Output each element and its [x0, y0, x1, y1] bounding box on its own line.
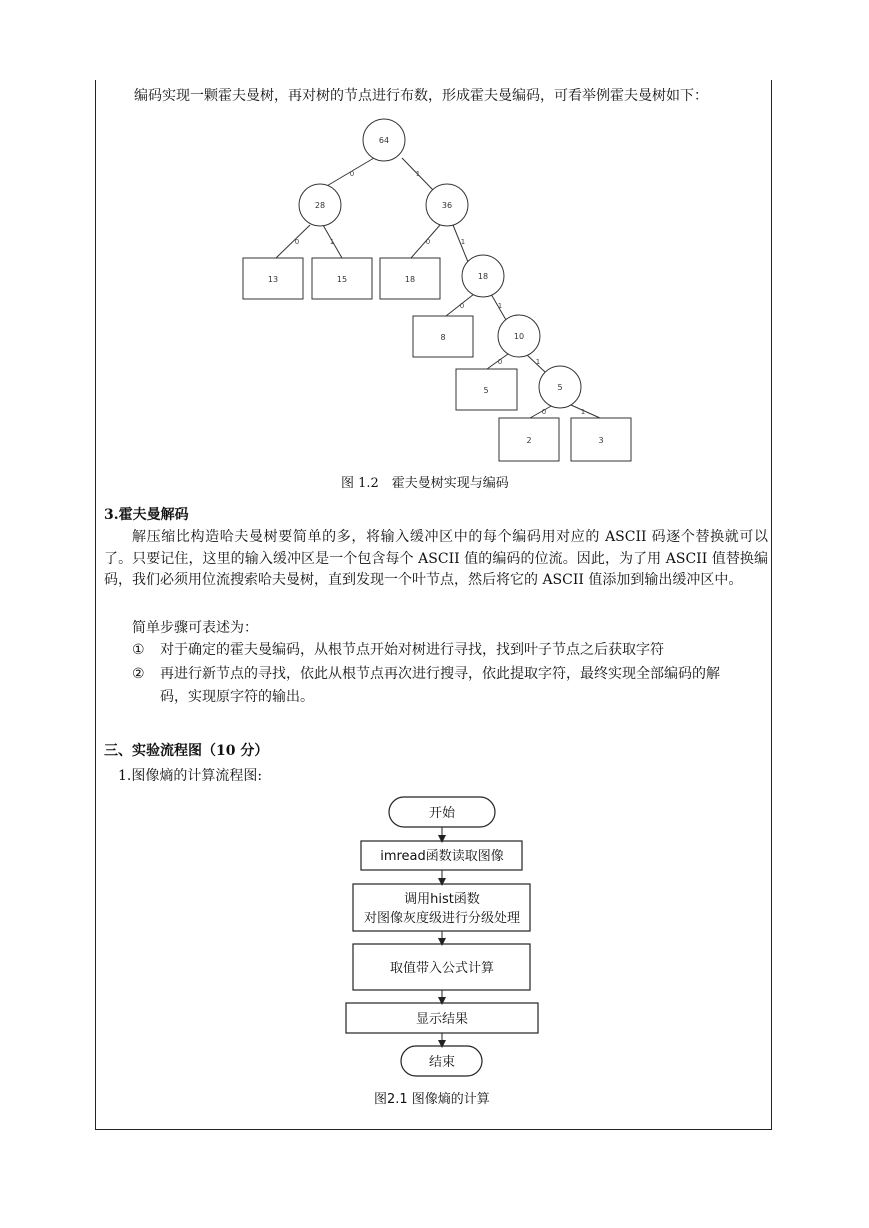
edge-label: 0 [459, 302, 465, 310]
steps-intro: 简单步骤可表述为： [132, 620, 258, 636]
step-2-marker: ② [132, 666, 145, 682]
figure-2-1-caption: 图2.1 图像熵的计算 [374, 1092, 490, 1107]
edge-label: 1 [460, 238, 466, 246]
edge-label: 0 [497, 358, 503, 366]
node-10-label: 10 [513, 332, 525, 341]
flow-step-2-label-line1: 调用hist函数 [404, 892, 480, 907]
edge-label: 0 [541, 408, 547, 416]
step-1-text: 对于确定的霍夫曼编码，从根节点开始对树进行寻找，找到叶子节点之后获取字符 [160, 642, 664, 658]
node-36-label: 36 [441, 201, 453, 210]
leaf-13-label: 13 [267, 275, 279, 284]
leaf-2-label: 2 [526, 436, 532, 445]
edge-label: 0 [294, 238, 300, 246]
flow-start-label: 开始 [428, 806, 456, 821]
edge-label: 0 [349, 170, 355, 178]
edge-label: 1 [415, 170, 421, 178]
section-3-heading: 3.霍夫曼解码 [104, 507, 189, 523]
leaf-3-label: 3 [598, 436, 604, 445]
flow-step-4-label: 显示结果 [415, 1012, 469, 1027]
node-18-label: 18 [477, 272, 489, 281]
section-3-paragraph: 解压缩比构造哈夫曼树要简单的多，将输入缓冲区中的每个编码用对应的 ASCII 码逐个替换就可以了。只要记住，这里的输入缓冲区是一个包含每个 ASCII 值的编码的位流。因此，为了用 ASCII 值替换编码，我们必须用位流搜索哈夫曼树，直到发现一个叶节点，然后将它的 ASCII 值添加到输出缓冲区中。 [104, 529, 768, 588]
leaf-5-label: 5 [483, 386, 489, 395]
intro-line: 编码实现一颗霍夫曼树，再对树的节点进行布数，形成霍夫曼编码，可看举例霍夫曼树如下： [134, 88, 708, 104]
section-heading: 三、实验流程图（10 分） [104, 743, 269, 759]
flow-end-label: 结束 [428, 1055, 456, 1070]
figure-1-2-caption: 图 1.2 霍夫曼树实现与编码 [341, 476, 509, 491]
edge-label: 1 [580, 408, 586, 416]
flow-step-1-label: imread函数读取图像 [380, 849, 504, 864]
node-5-label: 5 [557, 383, 563, 392]
step-2-text-line1: 再进行新节点的寻找，依此从根节点再次进行搜寻，依此提取字符，最终实现全部编码的解 [160, 666, 720, 682]
sub-heading: 1.图像熵的计算流程图: [118, 768, 263, 784]
step-1-marker: ① [132, 642, 145, 658]
flow-step-3-label: 取值带入公式计算 [389, 961, 495, 976]
edge-label: 0 [425, 238, 431, 246]
leaf-8-label: 8 [440, 333, 446, 342]
edge-label: 1 [535, 358, 541, 366]
node-64-label: 64 [378, 136, 390, 145]
leaf-18-label: 18 [404, 275, 416, 284]
node-28-label: 28 [314, 201, 326, 210]
flow-step-2-label-line2: 对图像灰度级进行分级处理 [363, 911, 521, 926]
edge-label: 1 [497, 302, 503, 310]
edge-label: 1 [329, 238, 335, 246]
leaf-15-label: 15 [336, 275, 348, 284]
step-2-text-line2: 码，实现原字符的输出。 [160, 689, 314, 705]
